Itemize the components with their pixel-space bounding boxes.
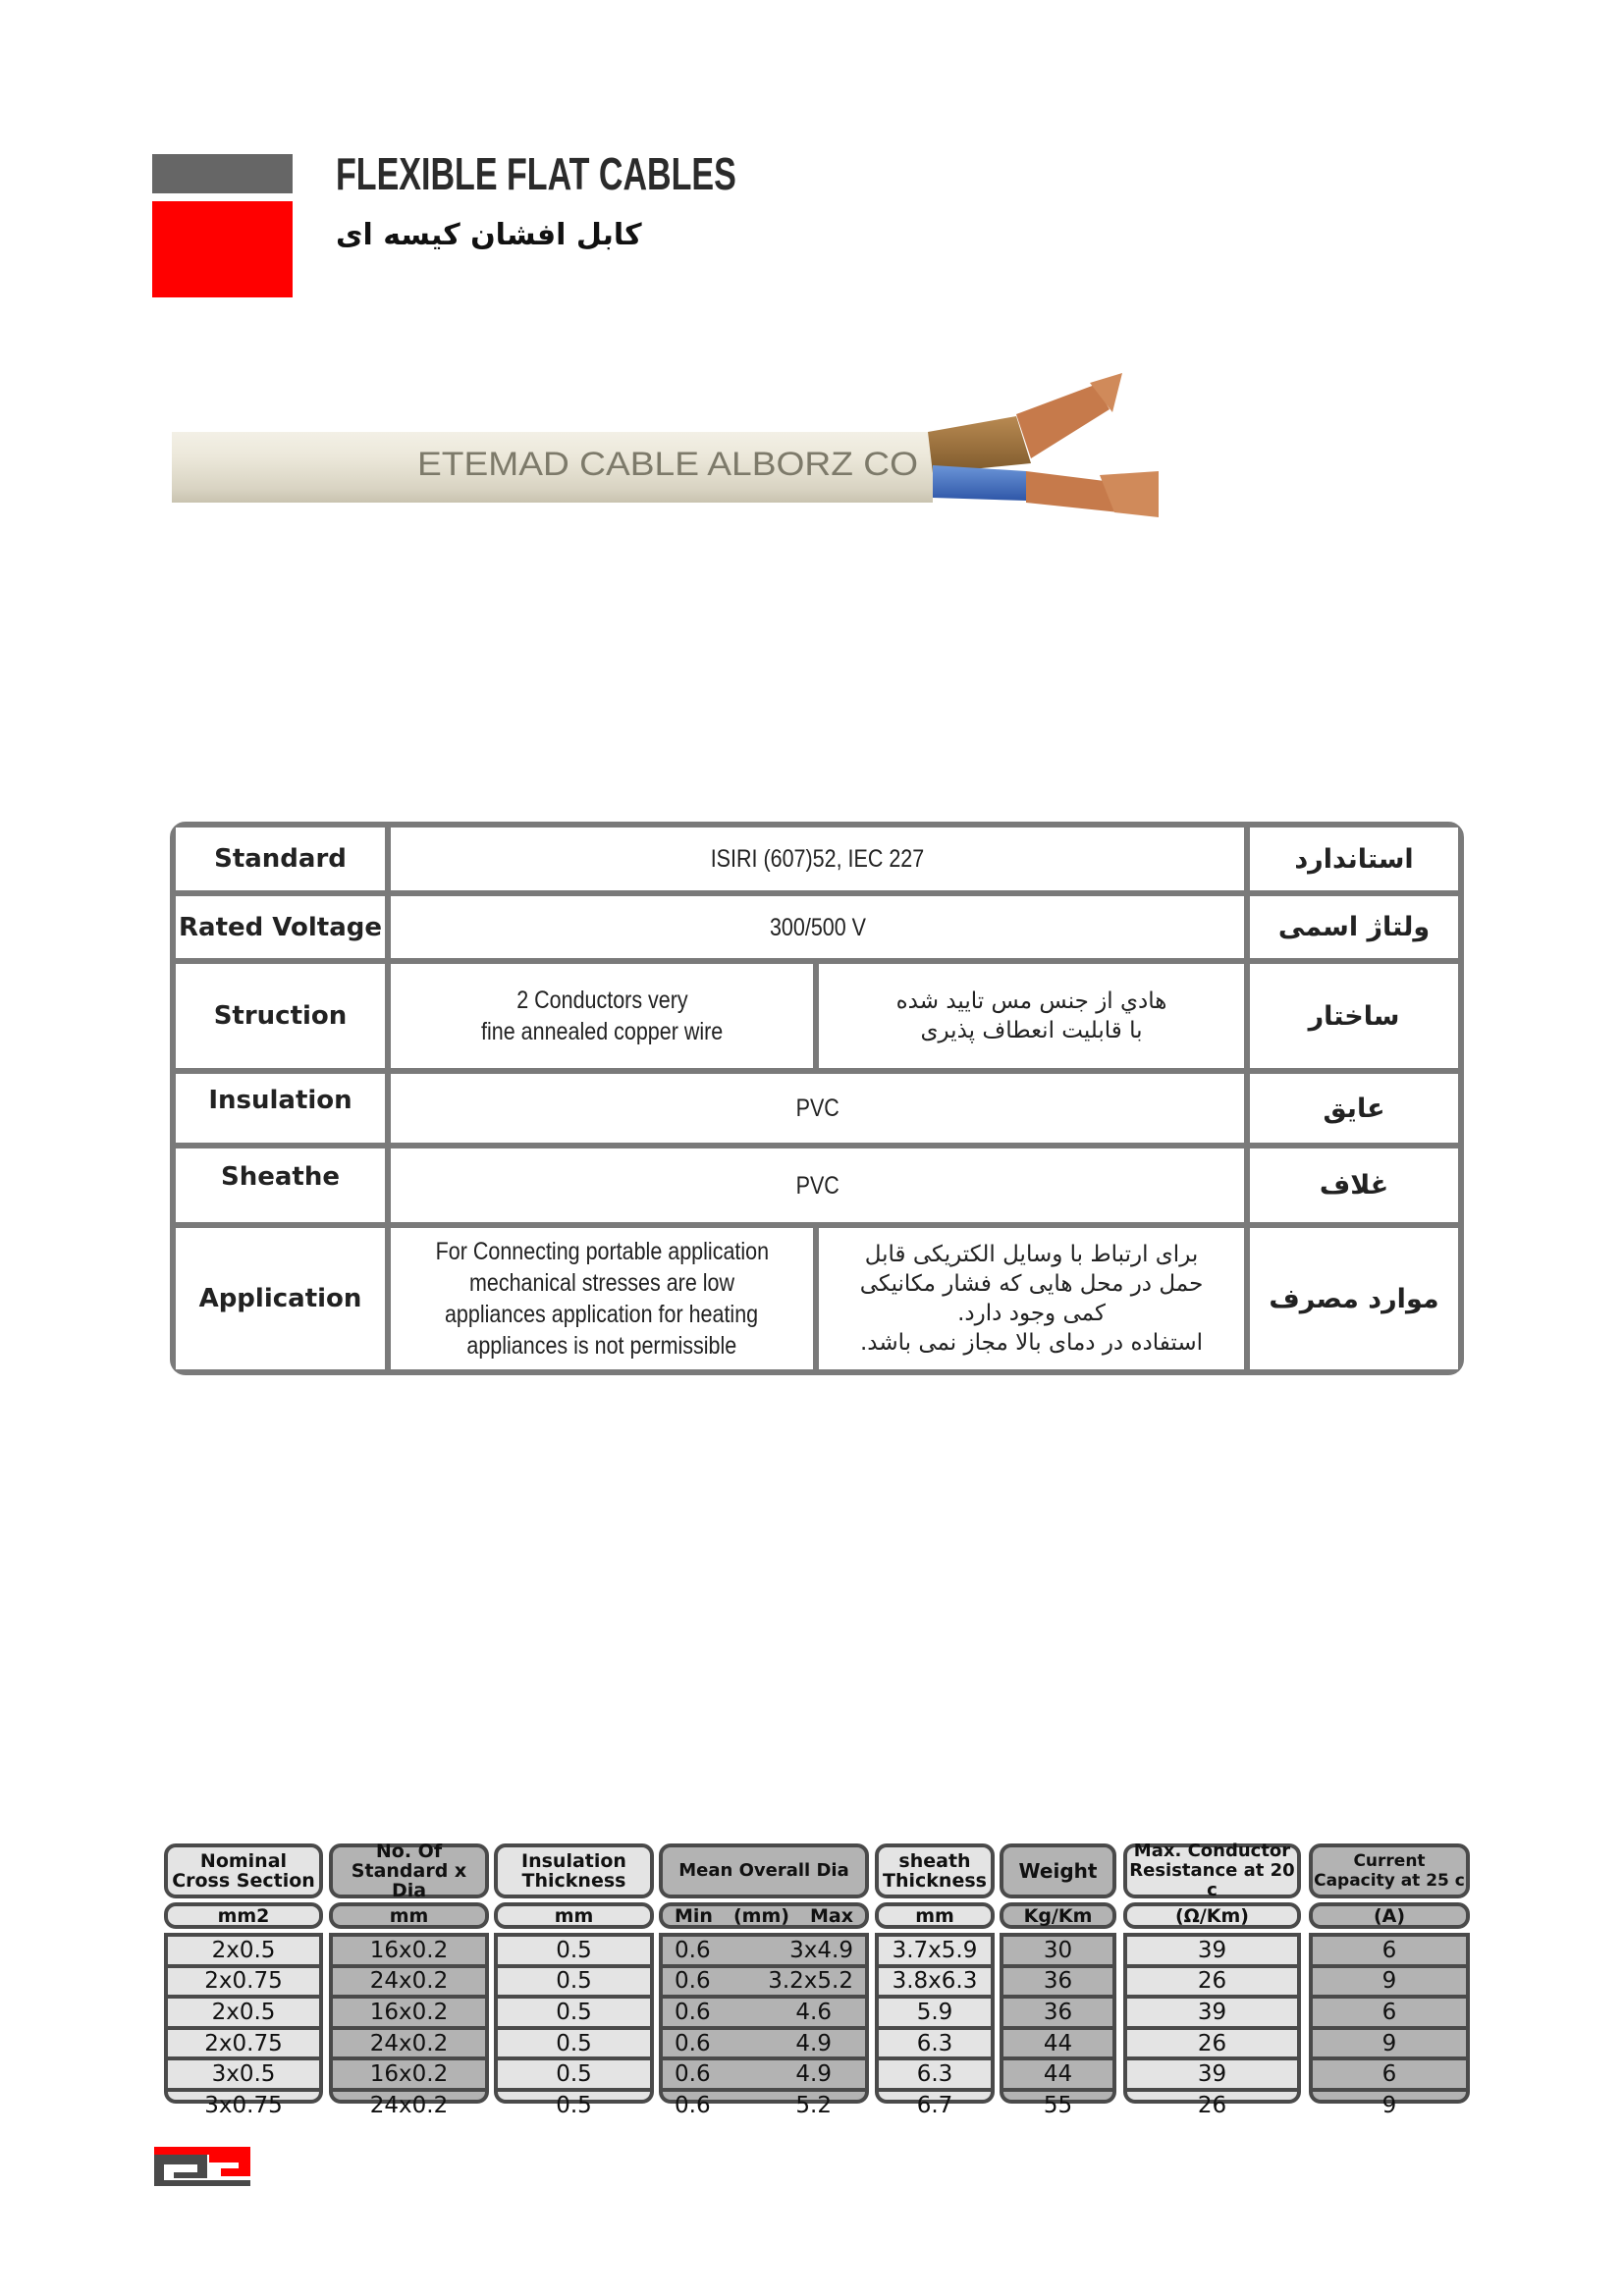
company-logo [152, 2143, 252, 2190]
spec-label-fa: موارد مصرف [1250, 1228, 1458, 1369]
spec-value [391, 1148, 1244, 1222]
table-cell: 5.9 [879, 1999, 991, 2030]
column-body [164, 1933, 323, 2118]
header-gray-block [152, 154, 293, 193]
spec-value-text: PVC [795, 1095, 839, 1122]
header-line: Capacity at 25 c [1314, 1871, 1465, 1891]
column-header [164, 1843, 323, 1898]
table-cell: 0.5 [498, 2030, 650, 2061]
max-value: 4.6 [795, 1999, 832, 2025]
table-cell: 39 [1127, 1999, 1297, 2030]
header-line: Insulation [521, 1850, 626, 1872]
spec-label: Rated Voltage [176, 896, 385, 958]
table-cell: 16x0.2 [333, 2060, 485, 2092]
header-line: Nominal [199, 1850, 288, 1872]
page-subtitle-fa: کابل افشان کیسه ای [336, 218, 642, 252]
min-value: 0.6 [675, 2061, 711, 2088]
spec-label: Standard [176, 828, 385, 890]
spec-label: Application [176, 1228, 385, 1369]
column-body [875, 1933, 995, 2118]
table-cell: 26 [1197, 2092, 1227, 2118]
table-cell: 6.7 [916, 2092, 953, 2118]
spec-value [391, 896, 1244, 958]
column-header [1309, 1843, 1470, 1898]
spec-value-line-fa: برای ارتباط با وسایل الکتریکی قابل [864, 1242, 1199, 1267]
spec-row-standard [176, 828, 1458, 890]
max-value: 4.9 [795, 2061, 832, 2088]
spec-label: Sheathe [176, 1148, 385, 1222]
header-line: Thickness [883, 1870, 987, 1892]
table-cell: 44 [1003, 2060, 1112, 2092]
min-value: 0.6 [675, 1999, 711, 2025]
spec-label: Struction [176, 964, 385, 1068]
table-row [663, 2092, 865, 2119]
spec-value-line-fa: با قابلیت انعطاف پذیری [920, 1018, 1143, 1043]
max-value: 3x4.9 [789, 1937, 853, 1963]
spec-value-line: 2 Conductors very [515, 987, 688, 1014]
spec-value-line: mechanical stresses are low [468, 1269, 735, 1297]
unit-mm: (mm) [733, 1904, 789, 1927]
header-line: Cross Section [172, 1870, 315, 1892]
table-cell: 26 [1127, 2030, 1297, 2061]
table-cell: 6.3 [879, 2030, 991, 2061]
cable-product-image [172, 365, 1178, 532]
table-cell: 44 [1003, 2030, 1112, 2061]
table-cell: 3x0.5 [168, 2060, 319, 2092]
min-value: 0.6 [675, 1937, 711, 1963]
table-cell: 6 [1313, 2060, 1466, 2092]
spec-value-en [391, 1228, 813, 1369]
table-cell: 0.5 [498, 1968, 650, 2000]
table-cell: 0.5 [498, 1937, 650, 1968]
min-value: 0.6 [675, 1968, 711, 1995]
table-cell: 3.8x6.3 [879, 1968, 991, 2000]
page-title: FLEXIBLE FLAT CABLES [336, 148, 736, 199]
spec-label-fa: غلاف [1250, 1148, 1458, 1222]
column-header [1123, 1843, 1301, 1898]
max-value: 4.9 [795, 2030, 832, 2056]
table-cell: 0.5 [556, 2092, 592, 2118]
column-header [494, 1843, 654, 1898]
spec-row-rated-voltage [176, 896, 1458, 958]
column-unit: mm [329, 1902, 489, 1929]
column-body [1000, 1933, 1116, 2118]
spec-value-en [391, 964, 813, 1068]
max-value: 5.2 [795, 2092, 832, 2118]
header-red-block [152, 201, 293, 297]
unit-max: Max [810, 1904, 853, 1927]
spec-value [391, 828, 1244, 890]
table-cell: 24x0.2 [333, 1968, 485, 2000]
spec-value-fa [819, 964, 1244, 1068]
header-line: Thickness [521, 1870, 626, 1892]
column-unit: (Ω/Km) [1123, 1902, 1301, 1929]
column-unit: (A) [1309, 1902, 1470, 1929]
column-body [494, 1933, 654, 2118]
spec-value-line: For Connecting portable application [435, 1238, 769, 1265]
spec-label: Insulation [176, 1074, 385, 1143]
min-value: 0.6 [675, 2030, 711, 2056]
column-body [659, 1933, 869, 2118]
table-cell: 2x0.5 [168, 1999, 319, 2030]
header-line: Max. Conductor [1133, 1841, 1291, 1861]
table-cell: 0.5 [498, 1999, 650, 2030]
spec-value-line-fa: کمی وجود دارد. [957, 1301, 1106, 1326]
spec-value-line-fa: هادي از جنس مس تایید شده [895, 988, 1167, 1014]
spec-value-line-fa: استفاده در دمای بالا مجاز نمی باشد. [859, 1330, 1204, 1356]
table-cell: 39 [1127, 2060, 1297, 2092]
table-cell: 30 [1003, 1937, 1112, 1968]
column-header [329, 1841, 489, 1901]
column-header: Weight [1000, 1843, 1116, 1898]
table-row [663, 2030, 865, 2061]
table-cell: 6.3 [879, 2060, 991, 2092]
table-cell: 39 [1127, 1937, 1297, 1968]
spec-value-line: appliances application for heating [445, 1301, 759, 1328]
table-cell: 2x0.75 [168, 1968, 319, 2000]
table-cell: 9 [1313, 1968, 1466, 2000]
spec-value-line: appliances is not permissible [466, 1332, 737, 1360]
table-cell: 36 [1003, 1968, 1112, 2000]
column-unit: mm2 [164, 1902, 323, 1929]
spec-row-sheathe [176, 1148, 1458, 1222]
specification-table [170, 822, 1464, 1375]
unit-min: Min [675, 1904, 713, 1927]
table-cell: 0.5 [498, 2060, 650, 2092]
table-row [663, 1937, 865, 1968]
table-cell: 24x0.2 [369, 2092, 449, 2118]
max-value: 3.2x5.2 [768, 1968, 853, 1995]
table-row [663, 2060, 865, 2092]
spec-row-struction [176, 964, 1458, 1068]
spec-label-fa: ساختار [1250, 964, 1458, 1068]
column-header: Mean Overall Dia [659, 1843, 869, 1898]
spec-value-line-fa: حمل در محل هایی که فشار مکانیکی [859, 1271, 1204, 1297]
spec-value-line: fine annealed copper wire [480, 1018, 724, 1045]
table-cell: 6 [1313, 1999, 1466, 2030]
column-body [329, 1933, 489, 2118]
spec-value [391, 1074, 1244, 1143]
table-cell: 55 [1043, 2092, 1073, 2118]
table-cell: 16x0.2 [333, 1937, 485, 1968]
header-line: Standard x Dia [351, 1860, 467, 1901]
table-cell: 36 [1003, 1999, 1112, 2030]
column-unit: mm [494, 1902, 654, 1929]
table-cell: 6 [1313, 1937, 1466, 1968]
spec-label-fa: عایق [1250, 1074, 1458, 1143]
column-body [1309, 1933, 1470, 2118]
header-line: sheath [898, 1850, 971, 1872]
spec-label-fa: استاندارد [1250, 828, 1458, 890]
spec-value-text: PVC [795, 1171, 839, 1200]
table-cell: 3.7x5.9 [879, 1937, 991, 1968]
table-cell: 24x0.2 [333, 2030, 485, 2061]
spec-value-text: ISIRI (607)52, IEC 227 [710, 845, 925, 873]
column-body [1123, 1933, 1301, 2118]
table-cell: 26 [1127, 1968, 1297, 2000]
column-unit: Kg/Km [1000, 1902, 1116, 1929]
table-cell: 2x0.5 [168, 1937, 319, 1968]
table-cell: 2x0.75 [168, 2030, 319, 2061]
header-line: Current [1353, 1851, 1426, 1871]
table-cell: 3x0.75 [204, 2092, 283, 2118]
table-cell: 16x0.2 [333, 1999, 485, 2030]
column-unit: mm [875, 1902, 995, 1929]
table-cell: 9 [1313, 2030, 1466, 2061]
column-unit [659, 1902, 869, 1929]
column-header [875, 1843, 995, 1898]
header-line: Resistance at 20 c [1129, 1860, 1295, 1900]
table-row [663, 1968, 865, 2000]
header-line: No. Of [375, 1841, 443, 1862]
table-row [663, 1999, 865, 2030]
table-cell: 9 [1381, 2092, 1397, 2118]
spec-row-insulation [176, 1074, 1458, 1143]
spec-value-text: 300/500 V [769, 913, 866, 941]
spec-row-application [176, 1228, 1458, 1369]
min-value: 0.6 [675, 2092, 711, 2118]
spec-value-fa [819, 1228, 1244, 1369]
cable-print-text: ETEMAD CABLE ALBORZ CO [417, 446, 918, 483]
spec-label-fa: ولتاژ اسمی [1250, 896, 1458, 958]
